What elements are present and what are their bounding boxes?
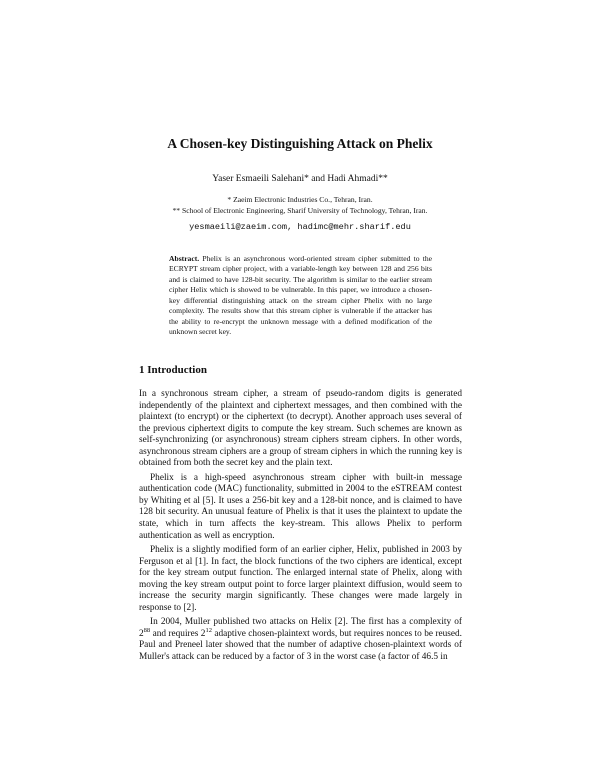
- paragraph-2: Phelix is a high-speed asynchronous stream cipher with built-in message authentication code (MAC) functionality, submitted in 2004 to the eSTREAM contest by Whiting et al [5]. It uses a 256-bit key and a 128-bit nonce, and is claimed to have 128 bit security. An unusual feature of Phelix is that it uses the plaintext to update the state, which in turn affects the key-stream. This allows Phelix to perform authentication as well as encryption.: [139, 472, 462, 541]
- section-body: [139, 389, 462, 667]
- abstract-text: Phelix is an asynchronous word-oriented stream cipher submitted to the ECRYPT stream cipher project, with a variable-length key between 128 and 256 bits and is claimed to have 128-bit security. The algorithm is similar to the earlier stream cipher Helix which is showed to be vulnerable. In this paper, we introduce a chosen-key differential distinguishing attack on the stream cipher Phelix with no large complexity. The results show that this stream cipher is vulnerable if the attacker has the ability to re-encrypt the unknown message with a defined modification of the unknown secret key.: [169, 254, 432, 337]
- paragraph-4-part-c: adaptive chosen-plaintext words, but requires nonces to be reused. Paul and Preneel later showed that the number of adaptive chosen-plaintext words of Muller's attack can be reduced by a factor of 3 in the worst case (a factor of 46.5 in: [139, 628, 462, 663]
- abstract: [169, 254, 432, 338]
- exponent-88: 88: [143, 626, 151, 634]
- paragraph-4-part-b: and requires 2: [150, 628, 206, 639]
- affiliation-1: * Zaeim Electronic Industries Co., Tehran, Iran.: [227, 195, 373, 204]
- paragraph-4: [139, 617, 462, 663]
- author-list: Yaser Esmaeili Salehani* and Hadi Ahmadi**: [212, 174, 388, 184]
- paragraph-3: Phelix is a slightly modified form of an earlier cipher, Helix, published in 2003 by Ferguson et al [1]. In fact, the block functions of the two ciphers are identical, except for the key stream output function. The enlarged internal state of Phelix, along with moving the key stream output point to force larger plaintext diffusion, would seem to increase the security margin significantly. These changes were made largely in response to [2].: [139, 545, 462, 613]
- paragraph-4-part-a: In 2004, Muller published two attacks on Helix [2]. The first has a complexity of 2: [139, 617, 462, 639]
- author-emails: yesmaeili@zaeim.com, hadimc@mehr.sharif.edu: [189, 222, 411, 232]
- exponent-12: 12: [205, 626, 212, 634]
- abstract-label: Abstract.: [169, 254, 200, 263]
- affiliation-2: ** School of Electronic Engineering, Sharif University of Technology, Tehran, Iran.: [172, 206, 428, 215]
- paragraph-1: In a synchronous stream cipher, a stream of pseudo-random digits is generated independently of the plaintext and ciphertext messages, and then combined with the plaintext (to encrypt) or the ciphertext (to decrypt). Another approach uses several of the previous ciphertext digits to compute the key stream. Such schemes are known as self-synchronizing (or asynchronous) stream ciphers stream ciphers. In other words, asynchronous stream ciphers are a group of stream ciphers in which the running key is obtained from both the secret key and the plain text.: [139, 389, 462, 469]
- section-heading-introduction: 1 Introduction: [139, 364, 207, 376]
- paper-title: A Chosen-key Distinguishing Attack on Phelix: [167, 136, 433, 151]
